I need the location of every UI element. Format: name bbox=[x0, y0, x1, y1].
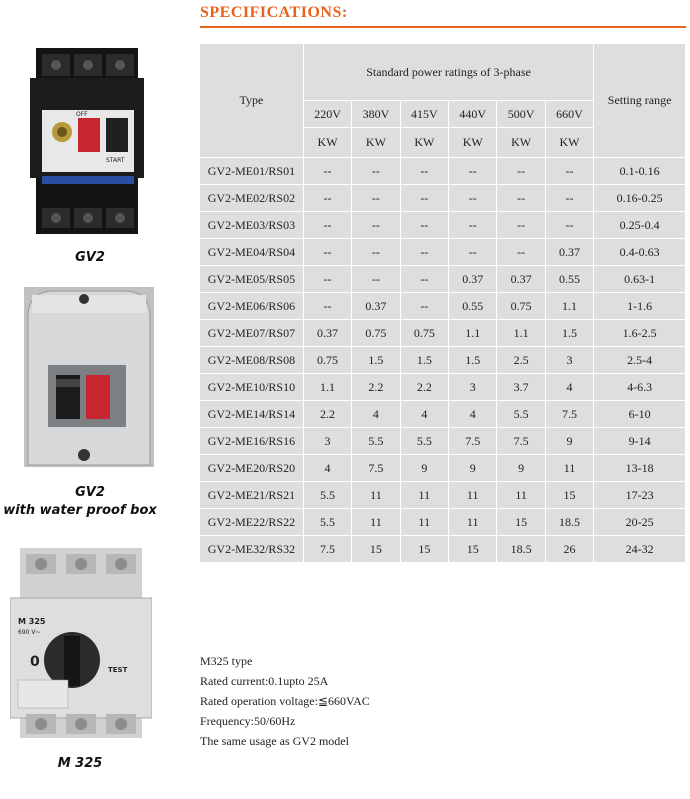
power-cell: 3 bbox=[545, 347, 593, 374]
power-cell: 15 bbox=[497, 509, 545, 536]
power-cell: 1.5 bbox=[400, 347, 448, 374]
title-divider bbox=[200, 26, 686, 28]
power-cell: 0.37 bbox=[303, 320, 351, 347]
power-cell: 0.75 bbox=[497, 293, 545, 320]
power-cell: 15 bbox=[449, 536, 497, 563]
range-cell: 2.5-4 bbox=[594, 347, 686, 374]
power-cell: -- bbox=[497, 185, 545, 212]
voltage-header: 220V bbox=[303, 101, 351, 128]
power-cell: 3.7 bbox=[497, 374, 545, 401]
power-cell: 2.2 bbox=[352, 374, 400, 401]
power-cell: 11 bbox=[400, 482, 448, 509]
range-cell: 0.4-0.63 bbox=[594, 239, 686, 266]
power-cell: 4 bbox=[400, 401, 448, 428]
power-cell: 1.5 bbox=[449, 347, 497, 374]
table-row bbox=[200, 455, 686, 482]
power-cell: -- bbox=[497, 158, 545, 185]
type-cell: GV2-ME02/RS02 bbox=[200, 185, 304, 212]
power-cell: -- bbox=[303, 239, 351, 266]
power-cell: 4 bbox=[303, 455, 351, 482]
power-cell: 0.37 bbox=[497, 266, 545, 293]
power-cell: -- bbox=[400, 158, 448, 185]
power-cell: 11 bbox=[449, 509, 497, 536]
power-cell: -- bbox=[352, 266, 400, 293]
power-cell: 11 bbox=[400, 509, 448, 536]
power-cell: 0.55 bbox=[449, 293, 497, 320]
specifications-table bbox=[199, 43, 686, 563]
power-cell: 9 bbox=[545, 428, 593, 455]
range-cell: 17-23 bbox=[594, 482, 686, 509]
gv2-box-caption-line2: with water proof box bbox=[3, 503, 157, 518]
power-cell: 5.5 bbox=[352, 428, 400, 455]
table-row bbox=[200, 212, 686, 239]
type-cell: GV2-ME05/RS05 bbox=[200, 266, 304, 293]
gv2-breaker-image bbox=[28, 48, 146, 234]
range-cell: 1.6-2.5 bbox=[594, 320, 686, 347]
table-row bbox=[200, 293, 686, 320]
voltage-header: 440V bbox=[449, 101, 497, 128]
type-cell: GV2-ME06/RS06 bbox=[200, 293, 304, 320]
setting-range-header: Setting range bbox=[594, 44, 686, 158]
power-cell: 1.1 bbox=[497, 320, 545, 347]
power-cell: 4 bbox=[449, 401, 497, 428]
table-row bbox=[200, 536, 686, 563]
range-cell: 0.16-0.25 bbox=[594, 185, 686, 212]
unit-header: KW bbox=[303, 128, 351, 158]
note-line: Rated current:0.1upto 25A bbox=[200, 674, 329, 688]
power-cell: 11 bbox=[545, 455, 593, 482]
power-cell: 18.5 bbox=[497, 536, 545, 563]
m325-brand-label: M 325 bbox=[18, 617, 46, 626]
power-cell: -- bbox=[303, 158, 351, 185]
m325-notes bbox=[200, 651, 370, 751]
power-ratings-header: Standard power ratings of 3-phase bbox=[303, 44, 593, 101]
type-cell: GV2-ME20/RS20 bbox=[200, 455, 304, 482]
gv2-caption: GV2 bbox=[75, 250, 105, 265]
unit-header: KW bbox=[449, 128, 497, 158]
power-cell: 15 bbox=[352, 536, 400, 563]
power-cell: 0.75 bbox=[352, 320, 400, 347]
power-cell: 4 bbox=[352, 401, 400, 428]
note-line: Frequency:50/60Hz bbox=[200, 714, 296, 728]
power-cell: 7.5 bbox=[497, 428, 545, 455]
power-cell: 5.5 bbox=[303, 482, 351, 509]
power-cell: -- bbox=[400, 293, 448, 320]
range-cell: 0.63-1 bbox=[594, 266, 686, 293]
type-cell: GV2-ME22/RS22 bbox=[200, 509, 304, 536]
power-cell: 2.2 bbox=[400, 374, 448, 401]
power-cell: 1.5 bbox=[352, 347, 400, 374]
table-row bbox=[200, 428, 686, 455]
unit-header: KW bbox=[545, 128, 593, 158]
power-cell: -- bbox=[400, 185, 448, 212]
power-cell: -- bbox=[400, 212, 448, 239]
table-row bbox=[200, 320, 686, 347]
power-cell: 0.37 bbox=[352, 293, 400, 320]
power-cell: -- bbox=[449, 212, 497, 239]
power-cell: -- bbox=[449, 185, 497, 212]
voltage-header: 500V bbox=[497, 101, 545, 128]
type-header: Type bbox=[200, 44, 304, 158]
power-cell: 3 bbox=[303, 428, 351, 455]
unit-header: KW bbox=[352, 128, 400, 158]
type-cell: GV2-ME10/RS10 bbox=[200, 374, 304, 401]
power-cell: 9 bbox=[497, 455, 545, 482]
power-cell: 0.75 bbox=[303, 347, 351, 374]
power-cell: 2.2 bbox=[303, 401, 351, 428]
range-cell: 9-14 bbox=[594, 428, 686, 455]
power-cell: 5.5 bbox=[497, 401, 545, 428]
power-cell: 11 bbox=[449, 482, 497, 509]
voltage-header: 415V bbox=[400, 101, 448, 128]
power-cell: -- bbox=[352, 185, 400, 212]
table-row bbox=[200, 374, 686, 401]
table-row bbox=[200, 158, 686, 185]
power-cell: 0.37 bbox=[545, 239, 593, 266]
power-cell: 0.37 bbox=[449, 266, 497, 293]
m325-zero-label: 0 bbox=[30, 654, 40, 670]
m325-voltage-label: 690 V~ bbox=[18, 629, 41, 636]
table-row bbox=[200, 185, 686, 212]
type-cell: GV2-ME14/RS14 bbox=[200, 401, 304, 428]
power-cell: 7.5 bbox=[449, 428, 497, 455]
power-cell: 2.5 bbox=[497, 347, 545, 374]
gv2-start-label: START bbox=[106, 157, 125, 164]
type-cell: GV2-ME08/RS08 bbox=[200, 347, 304, 374]
range-cell: 13-18 bbox=[594, 455, 686, 482]
table-row bbox=[200, 347, 686, 374]
power-cell: 26 bbox=[545, 536, 593, 563]
power-cell: 11 bbox=[352, 509, 400, 536]
type-cell: GV2-ME01/RS01 bbox=[200, 158, 304, 185]
power-cell: 9 bbox=[400, 455, 448, 482]
range-cell: 0.25-0.4 bbox=[594, 212, 686, 239]
unit-header: KW bbox=[497, 128, 545, 158]
type-cell: GV2-ME04/RS04 bbox=[200, 239, 304, 266]
m325-breaker-image bbox=[10, 548, 152, 738]
power-cell: 1.1 bbox=[545, 293, 593, 320]
specifications-title: SPECIFICATIONS: bbox=[200, 4, 348, 21]
power-cell: -- bbox=[400, 239, 448, 266]
power-cell: 0.55 bbox=[545, 266, 593, 293]
power-cell: 4 bbox=[545, 374, 593, 401]
power-cell: -- bbox=[352, 239, 400, 266]
voltage-header: 380V bbox=[352, 101, 400, 128]
note-line: M325 type bbox=[200, 654, 253, 668]
range-cell: 1-1.6 bbox=[594, 293, 686, 320]
note-line: The same usage as GV2 model bbox=[200, 734, 349, 748]
gv2-off-label: OFF bbox=[76, 111, 88, 118]
gv2-box-caption-line1: GV2 bbox=[75, 485, 105, 500]
power-cell: -- bbox=[497, 239, 545, 266]
power-cell: -- bbox=[545, 158, 593, 185]
m325-caption: M 325 bbox=[57, 756, 103, 771]
power-cell: -- bbox=[352, 158, 400, 185]
table-row bbox=[200, 509, 686, 536]
table-row bbox=[200, 266, 686, 293]
type-cell: GV2-ME21/RS21 bbox=[200, 482, 304, 509]
unit-header: KW bbox=[400, 128, 448, 158]
power-cell: 1.1 bbox=[449, 320, 497, 347]
power-cell: 15 bbox=[545, 482, 593, 509]
power-cell: -- bbox=[303, 266, 351, 293]
power-cell: -- bbox=[545, 212, 593, 239]
power-cell: 11 bbox=[497, 482, 545, 509]
range-cell: 20-25 bbox=[594, 509, 686, 536]
range-cell: 0.1-0.16 bbox=[594, 158, 686, 185]
power-cell: 7.5 bbox=[545, 401, 593, 428]
type-cell: GV2-ME32/RS32 bbox=[200, 536, 304, 563]
type-cell: GV2-ME03/RS03 bbox=[200, 212, 304, 239]
type-cell: GV2-ME16/RS16 bbox=[200, 428, 304, 455]
power-cell: 5.5 bbox=[400, 428, 448, 455]
power-cell: 7.5 bbox=[352, 455, 400, 482]
power-cell: -- bbox=[303, 293, 351, 320]
power-cell: 7.5 bbox=[303, 536, 351, 563]
range-cell: 6-10 bbox=[594, 401, 686, 428]
type-cell: GV2-ME07/RS07 bbox=[200, 320, 304, 347]
voltage-header: 660V bbox=[545, 101, 593, 128]
power-cell: 1.1 bbox=[303, 374, 351, 401]
table-row bbox=[200, 239, 686, 266]
power-cell: -- bbox=[449, 158, 497, 185]
power-cell: -- bbox=[303, 185, 351, 212]
table-header-row bbox=[200, 44, 686, 101]
power-cell: 0.75 bbox=[400, 320, 448, 347]
table-row bbox=[200, 482, 686, 509]
table-row bbox=[200, 401, 686, 428]
power-cell: 18.5 bbox=[545, 509, 593, 536]
power-cell: 3 bbox=[449, 374, 497, 401]
range-cell: 4-6.3 bbox=[594, 374, 686, 401]
note-line: Rated operation voltage:≦660VAC bbox=[200, 694, 370, 708]
gv2-waterproof-box-image bbox=[24, 287, 154, 467]
m325-test-label: TEST bbox=[108, 666, 128, 674]
product-column bbox=[0, 0, 190, 799]
range-cell: 24-32 bbox=[594, 536, 686, 563]
power-cell: -- bbox=[545, 185, 593, 212]
power-cell: 9 bbox=[449, 455, 497, 482]
power-cell: 1.5 bbox=[545, 320, 593, 347]
power-cell: -- bbox=[303, 212, 351, 239]
power-cell: -- bbox=[449, 239, 497, 266]
power-cell: -- bbox=[400, 266, 448, 293]
power-cell: -- bbox=[352, 212, 400, 239]
power-cell: 5.5 bbox=[303, 509, 351, 536]
power-cell: 15 bbox=[400, 536, 448, 563]
power-cell: -- bbox=[497, 212, 545, 239]
power-cell: 11 bbox=[352, 482, 400, 509]
